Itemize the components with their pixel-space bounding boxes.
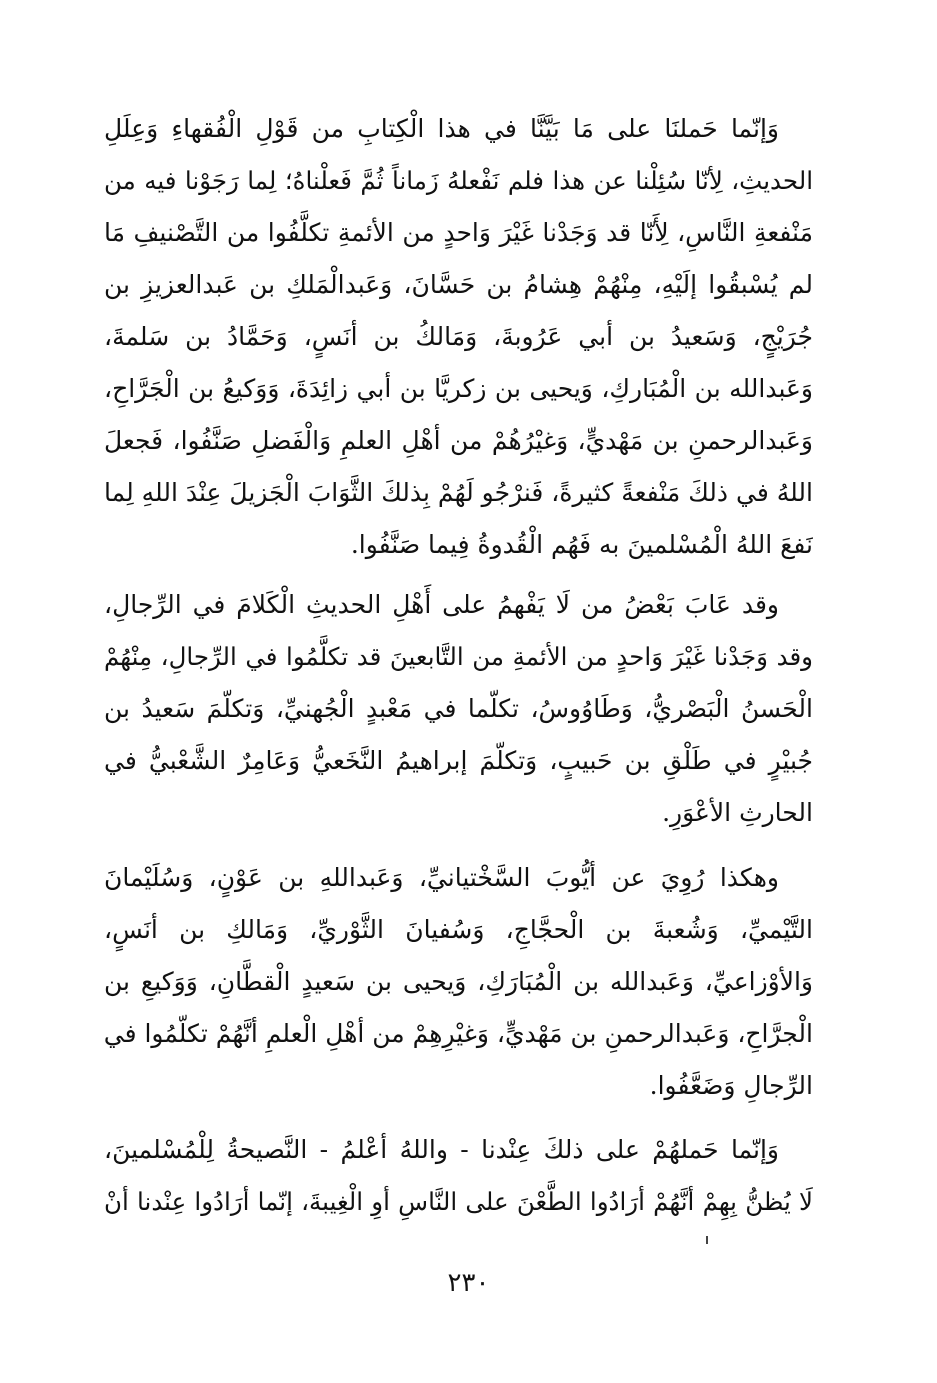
text-line: وَعَبدالله بن الْمُبَاركِ، وَيحيى بن زكريَّا بن أبي زائِدَةَ، وَوَكيعُ بن الْجَرَّاحِ، bbox=[104, 374, 813, 403]
text-line: جُرَيْجٍ، وَسَعيدُ بن أبي عَرُوبةَ، وَمَالكُ بن أنَسٍ، وَحَمَّادُ بن سَلمةَ، bbox=[104, 322, 813, 351]
text-line: جُبيْرٍ في طَلْقِ بن حَبيبٍ، وَتكلّمَ إبراهيمُ النَّخَعيُّ وَعَامِرٌ الشَّعْبيُّ في bbox=[104, 746, 813, 775]
text-line: وقد وَجَدْنا غَيْرَ وَاحدٍ من الأئمةِ من التَّابعينَ قد تكلَّمُوا في الرِّجالِ، مِنْهُمْ bbox=[104, 642, 813, 671]
text-line: لم يُسْبقُوا إلَيْهِ، مِنْهُمْ هِشامُ بن حَسَّانَ، وَعَبدالْمَلكِ بن عَبدالعزيزِ بن bbox=[104, 270, 813, 299]
text-line: اللهُ في ذلكَ مَنْفعةً كثيرةً، فَنرْجُو لَهُمْ بِذلكَ الثَّوَابَ الْجَزيلَ عِنْدَ اللهِ لِما bbox=[104, 478, 813, 507]
paragraph-4 bbox=[104, 1124, 813, 1228]
text-line: التَّيْميِّ، وَشُعبةَ بن الْحجَّاجِ، وَسُفيانَ الثَّوْريِّ، وَمَالكِ بن أنَسٍ، bbox=[104, 915, 813, 944]
text-line: وَإنّما حَملنَا على مَا بَيَّنَّا في هذا الْكِتابِ من قَوْلِ الْفُقهاءِ وَعِلَلِ bbox=[104, 114, 779, 143]
text-line: وَعَبدالرحمنِ بن مَهْديٍّ، وَغيْرُهُمْ من أهْلِ العلمِ وَالْفَضلِ صَنَّفُوا، فَجعلَ bbox=[104, 426, 813, 455]
text-line: وَالأوْزاعيِّ، وَعَبدالله بن الْمُبَارَكِ، وَيحيى بن سَعيدٍ الْقطَّانِ، وَوَكيعِ بن bbox=[104, 967, 813, 996]
text-line: الرِّجالِ وَضَعَّفُوا. bbox=[649, 1071, 813, 1100]
text-line: وَإنّما حَملهُمْ على ذلكَ عِنْدنا - واللهُ أعْلمُ - النَّصيحةُ لِلْمُسْلمينَ، bbox=[104, 1135, 779, 1164]
paragraph-2 bbox=[104, 579, 813, 839]
text-line: مَنْفعةِ النَّاسِ، لِأَنّا قد وَجَدْنا غَيْرَ وَاحدٍ من الأئمةِ تكلَّفُوا من التَّصْنيفِ مَا bbox=[104, 218, 813, 247]
print-mark bbox=[706, 1236, 708, 1244]
text-line: الحارثِ الأعْوَرِ. bbox=[662, 798, 813, 827]
text-line: وهكذا رُوِيَ عن أيُّوبَ السَّخْتيانيِّ، وَعَبداللهِ بن عَوْنٍ، وَسُلَيْمانَ bbox=[104, 863, 779, 892]
text-line: لَا يُظنُّ بِهِمْ أنَّهُمْ أرَادُوا الطَّعْنَ على النَّاسِ أوِ الْغِيبةَ، إنّما أرَادُوا عِنْدنا أنْ bbox=[104, 1187, 813, 1216]
text-line: الْحَسنُ الْبَصْريُّ، وَطَاوُوسُ، تكلّما في مَعْبدٍ الْجُهنيِّ، وَتكلّمَ سَعيدُ بن bbox=[104, 694, 813, 723]
paragraph-3 bbox=[104, 852, 813, 1112]
text-line: الْجرَّاحِ، وَعَبدالرحمنِ بن مَهْديٍّ، وَغيْرِهِمْ من أهْلِ الْعلمِ أنَّهُمْ تكلّمُوا في bbox=[104, 1019, 813, 1048]
text-line: نَفعَ اللهُ الْمُسْلمينَ به فَهُم الْقُدوةُ فِيما صَنَّفُوا. bbox=[350, 530, 813, 559]
paragraph-1 bbox=[104, 103, 813, 571]
page-number: ٢٣٠ bbox=[447, 1268, 490, 1298]
text-line: الحديثِ، لِأنّا سُئِلْنا عن هذا فلم نَفْعلهُ زَماناً ثُمَّ فَعلْناهُ؛ لِما رَجَوْنا فيه من bbox=[104, 166, 813, 195]
text-line: وقد عَابَ بَعْضُ من لَا يَفْهمُ على أَهْلِ الحديثِ الْكَلامَ في الرِّجالِ، bbox=[104, 590, 779, 619]
